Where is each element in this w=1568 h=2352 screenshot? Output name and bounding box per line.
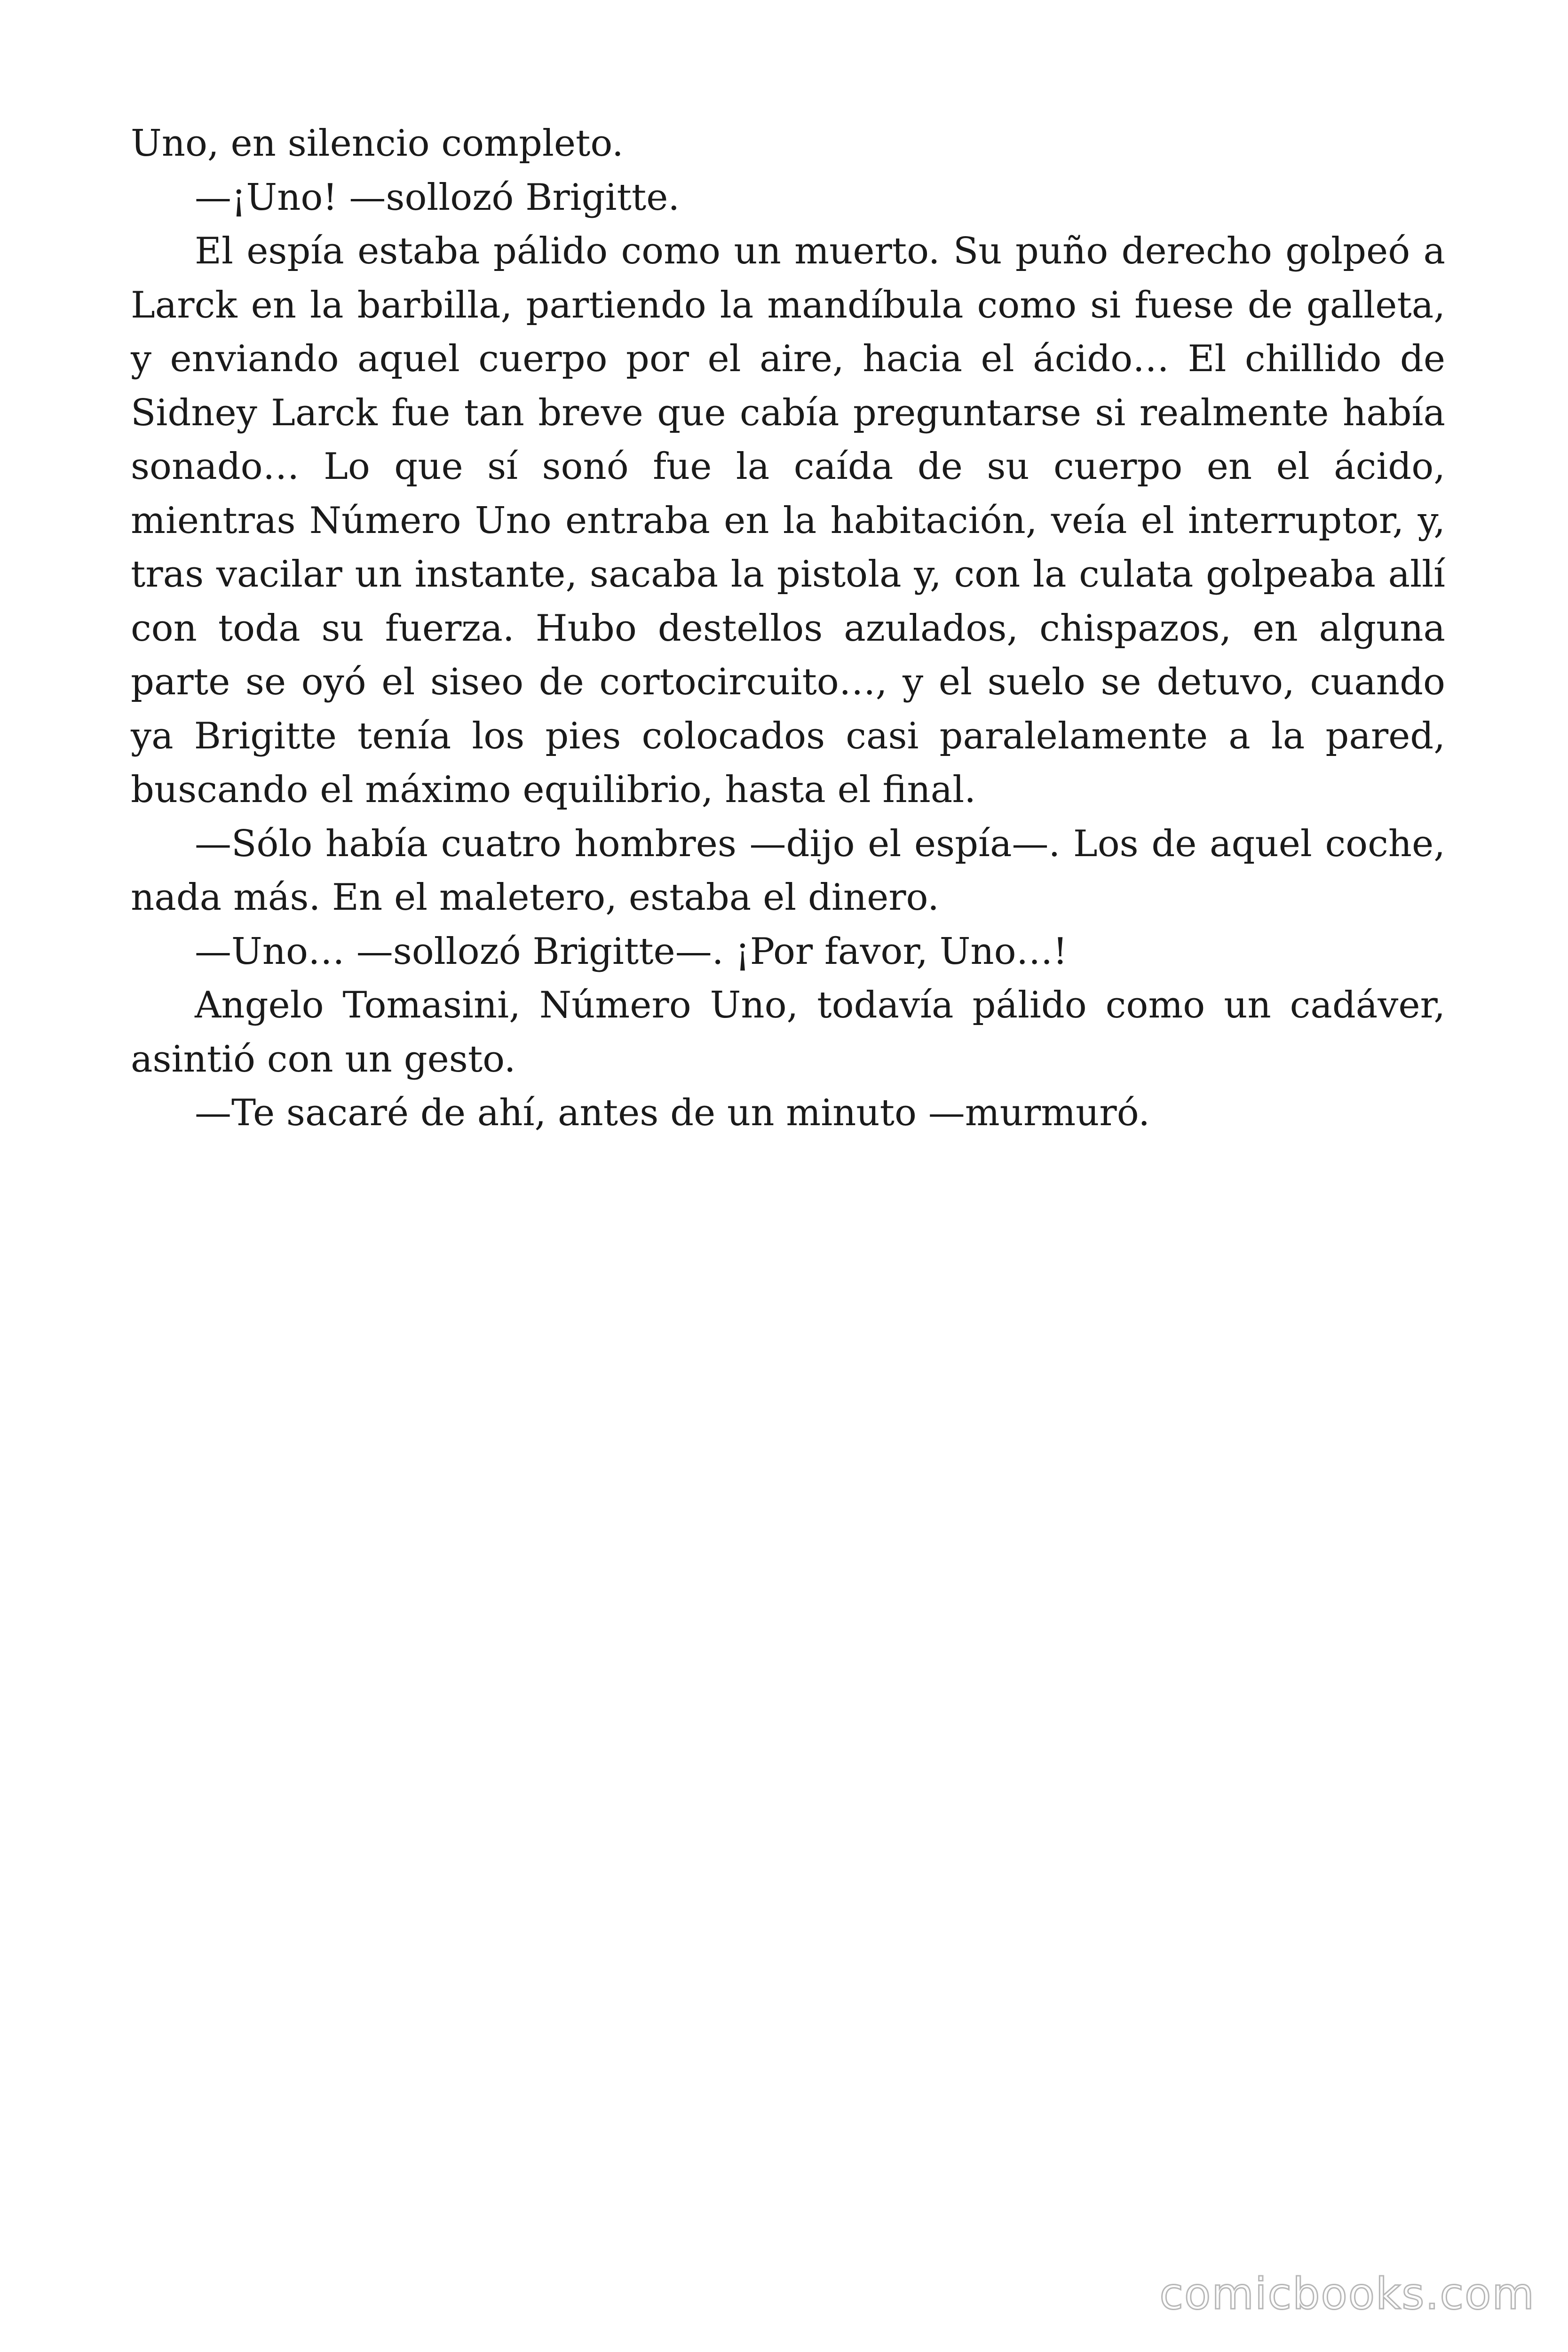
body-text [131, 117, 1445, 1140]
watermark-logo: comicbooks.com [1159, 2269, 1535, 2319]
paragraph: El espía estaba pálido como un muerto. Su puño derecho golpeó a Larck en la barbilla, partiendo la mandíbula como si fuese de galleta, y enviando aquel cuerpo por el aire, hacia el ácido… El chillido de Sidney Larck fue tan breve que cabía preguntarse si realmente había sonado… Lo que sí sonó fue la caída de su cuerpo en el ácido, mientras Número Uno entraba en la habitación, veía el interruptor, y, tras vacilar un instante, sacaba la pistola y, con la culata golpeaba allí con toda su fuerza. Hubo destellos azulados, chispazos, en alguna parte se oyó el siseo de cortocircuito…, y el suelo se detuvo, cuando ya Brigitte tenía los pies colocados casi paralelamente a la pared, buscando el máximo equilibrio, hasta el final. [131, 230, 1445, 811]
paragraph: Angelo Tomasini, Número Uno, todavía pálido como un cadáver, asintió con un gesto. [131, 984, 1445, 1081]
paragraph: —Te sacaré de ahí, antes de un minuto —murmuró. [195, 1092, 1150, 1134]
paragraph: —Sólo había cuatro hombres —dijo el espía—. Los de aquel coche, nada más. En el maletero, estaba el dinero. [131, 822, 1445, 919]
paragraph-continuation: Uno, en silencio completo. [131, 122, 624, 165]
paragraph: —Uno… —sollozó Brigitte—. ¡Por favor, Uno…! [195, 930, 1068, 973]
paragraph: —¡Uno! —sollozó Brigitte. [195, 176, 680, 219]
